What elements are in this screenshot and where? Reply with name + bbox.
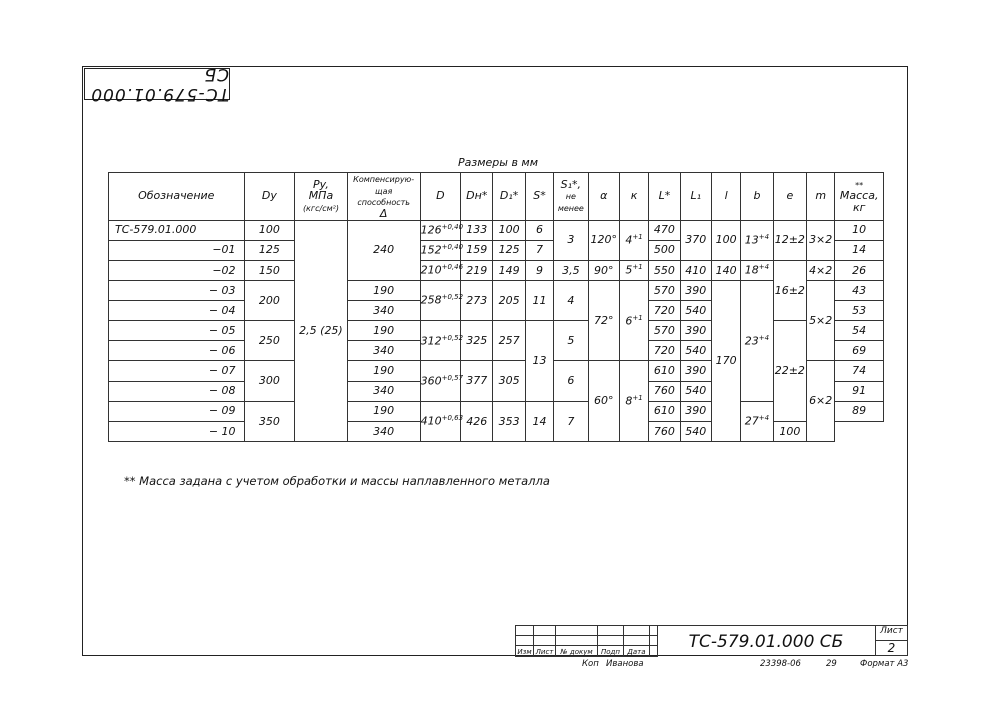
table-cell: 3,5 bbox=[554, 260, 588, 280]
header-row bbox=[109, 173, 884, 221]
table-cell: 133 bbox=[461, 220, 493, 240]
table-cell: 9 bbox=[525, 260, 553, 280]
table-cell: 149 bbox=[493, 260, 525, 280]
table-cell: 74 bbox=[835, 361, 884, 381]
table-cell: − 03 bbox=[109, 280, 245, 300]
table-cell: 3×2 bbox=[807, 220, 835, 260]
table-cell: $5^{+1}$ bbox=[619, 260, 648, 280]
header-alpha: α bbox=[588, 173, 619, 221]
header-mass: ** Масса, кг bbox=[835, 173, 884, 221]
table-cell: 89 bbox=[835, 401, 884, 421]
table-cell: 7 bbox=[554, 401, 588, 441]
dimensions-caption: Размеры в мм bbox=[458, 156, 539, 169]
table-cell: 7 bbox=[525, 240, 553, 260]
table-cell: 500 bbox=[649, 240, 680, 260]
table-cell: 54 bbox=[835, 321, 884, 341]
header-s: S* bbox=[525, 173, 553, 221]
mass-footnote: ** Масса задана с учетом обработки и массы наплавленного металла bbox=[124, 474, 550, 488]
table-cell: 760 bbox=[649, 421, 680, 441]
table-cell: − 07 bbox=[109, 361, 245, 381]
table-cell: 100 bbox=[773, 421, 806, 441]
table-cell: 140 bbox=[711, 260, 740, 280]
table-cell: 13 bbox=[525, 321, 553, 402]
header-d1: D₁* bbox=[493, 173, 525, 221]
table-cell: − 09 bbox=[109, 401, 245, 421]
table-cell: 610 bbox=[649, 401, 680, 421]
table-cell: 190 bbox=[347, 361, 420, 381]
table-cell: 159 bbox=[461, 240, 493, 260]
header-dy: Dy bbox=[244, 173, 295, 221]
table-cell: 410 bbox=[680, 260, 711, 280]
table-cell: 377 bbox=[461, 361, 493, 401]
table-cell: 570 bbox=[649, 321, 680, 341]
table-cell: $13^{+4}$ bbox=[741, 220, 773, 260]
table-cell: 43 bbox=[835, 280, 884, 300]
table-cell: 69 bbox=[835, 341, 884, 361]
table-cell: 60° bbox=[588, 361, 619, 442]
table-cell: 340 bbox=[347, 301, 420, 321]
table-cell: 150 bbox=[244, 260, 295, 280]
table-cell: 22±2 bbox=[773, 321, 806, 422]
header-L1: L₁ bbox=[680, 173, 711, 221]
table-cell: 325 bbox=[461, 321, 493, 361]
table-cell: 90° bbox=[588, 260, 619, 280]
table-cell: 72° bbox=[588, 280, 619, 361]
table-cell: 390 bbox=[680, 401, 711, 421]
table-cell: − 10 bbox=[109, 421, 245, 441]
table-cell: $27^{+4}$ bbox=[741, 401, 773, 441]
header-d: D bbox=[420, 173, 460, 221]
header-s1: S₁*, не менее bbox=[554, 173, 588, 221]
table-cell: 426 bbox=[461, 401, 493, 441]
table-cell: 125 bbox=[244, 240, 295, 260]
table-cell: 300 bbox=[244, 361, 295, 401]
header-k: к bbox=[619, 173, 648, 221]
table-cell: 6 bbox=[525, 220, 553, 240]
table-cell: 190 bbox=[347, 280, 420, 300]
title-block bbox=[515, 625, 908, 656]
table-cell: 370 bbox=[680, 220, 711, 260]
table-cell: 4 bbox=[554, 280, 588, 320]
table-cell: 219 bbox=[461, 260, 493, 280]
corner-stamp: ТС-579.01.000 СБ bbox=[84, 68, 230, 100]
table-cell: −01 bbox=[109, 240, 245, 260]
drawing-code: ТС-579.01.000 СБ bbox=[657, 625, 875, 657]
table-row bbox=[109, 220, 884, 240]
table-cell: 12±2 bbox=[773, 220, 806, 260]
table-cell: −02 bbox=[109, 260, 245, 280]
header-py: Py, МПа (кгс/см²) bbox=[295, 173, 348, 221]
table-cell: 2,5 (25) bbox=[295, 220, 348, 442]
table-cell: 14 bbox=[835, 240, 884, 260]
header-L: L* bbox=[649, 173, 680, 221]
table-cell: 6 bbox=[554, 361, 588, 401]
table-row bbox=[109, 280, 884, 300]
table-cell: 6×2 bbox=[807, 361, 835, 442]
table-cell: 100 bbox=[711, 220, 740, 260]
table-cell: 53 bbox=[835, 301, 884, 321]
table-cell: 720 bbox=[649, 301, 680, 321]
table-cell: 3 bbox=[554, 220, 588, 260]
copier-name: Иванова bbox=[606, 659, 644, 669]
table-cell: 125 bbox=[493, 240, 525, 260]
table-cell: $18^{+4}$ bbox=[741, 260, 773, 280]
table-cell: 340 bbox=[347, 421, 420, 441]
table-cell: − 04 bbox=[109, 301, 245, 321]
table-cell: $23^{+4}$ bbox=[741, 280, 773, 401]
table-cell: 190 bbox=[347, 401, 420, 421]
table-cell: 610 bbox=[649, 361, 680, 381]
table-cell: 4×2 bbox=[807, 260, 835, 280]
table-cell: 100 bbox=[493, 220, 525, 240]
dimensions-table bbox=[108, 172, 884, 442]
table-cell: $410^{+0,63}$ bbox=[420, 401, 460, 441]
table-cell: 540 bbox=[680, 381, 711, 401]
sheet-number-box: Лист 2 bbox=[875, 625, 908, 656]
table-cell: 5×2 bbox=[807, 280, 835, 361]
table-cell: 540 bbox=[680, 421, 711, 441]
table-cell: 120° bbox=[588, 220, 619, 260]
header-designation: Обозначение bbox=[109, 173, 245, 221]
table-cell: 273 bbox=[461, 280, 493, 320]
table-cell: $8^{+1}$ bbox=[619, 361, 648, 442]
table-cell: $210^{+0,46}$ bbox=[420, 260, 460, 280]
copied-label: Коп bbox=[582, 659, 599, 669]
table-cell: ТС-579.01.000 bbox=[109, 220, 245, 240]
table-cell: 340 bbox=[347, 341, 420, 361]
table-cell: 540 bbox=[680, 301, 711, 321]
table-cell: 5 bbox=[554, 321, 588, 361]
table-cell: − 06 bbox=[109, 341, 245, 361]
revision-table: Изм Лист № докум Подп Дата bbox=[515, 625, 658, 657]
header-m: m bbox=[807, 173, 835, 221]
table-cell: 760 bbox=[649, 381, 680, 401]
table-cell: $4^{+1}$ bbox=[619, 220, 648, 260]
table-cell: 720 bbox=[649, 341, 680, 361]
table-cell: 240 bbox=[347, 220, 420, 280]
table-cell: 170 bbox=[711, 280, 740, 441]
header-e: e bbox=[773, 173, 806, 221]
table-cell: 390 bbox=[680, 361, 711, 381]
table-cell: 353 bbox=[493, 401, 525, 441]
table-cell: 550 bbox=[649, 260, 680, 280]
table-cell: $312^{+0,52}$ bbox=[420, 321, 460, 361]
table-cell: 340 bbox=[347, 381, 420, 401]
header-dn: Dн* bbox=[461, 173, 493, 221]
table-cell: 100 bbox=[244, 220, 295, 240]
table-cell: $360^{+0,57}$ bbox=[420, 361, 460, 401]
table-row bbox=[109, 260, 884, 280]
table-cell: 390 bbox=[680, 280, 711, 300]
table-cell: $152^{+0,40}$ bbox=[420, 240, 460, 260]
table-cell: 91 bbox=[835, 381, 884, 401]
inventory-number: 23398-06 bbox=[760, 659, 801, 669]
table-cell: 390 bbox=[680, 321, 711, 341]
table-cell: 14 bbox=[525, 401, 553, 441]
table-cell: 257 bbox=[493, 321, 525, 361]
table-cell: $258^{+0,52}$ bbox=[420, 280, 460, 320]
table-cell: 250 bbox=[244, 321, 295, 361]
table-row bbox=[109, 401, 884, 421]
table-cell: 540 bbox=[680, 341, 711, 361]
archive-number: 29 bbox=[826, 659, 837, 669]
header-l: l bbox=[711, 173, 740, 221]
table-cell: − 08 bbox=[109, 381, 245, 401]
table-cell: − 05 bbox=[109, 321, 245, 341]
table-cell: 305 bbox=[493, 361, 525, 401]
table-cell: 200 bbox=[244, 280, 295, 320]
table-cell: $6^{+1}$ bbox=[619, 280, 648, 361]
table-cell: 16±2 bbox=[773, 260, 806, 320]
table-cell: 570 bbox=[649, 280, 680, 300]
table-cell: 10 bbox=[835, 220, 884, 240]
table-cell: 11 bbox=[525, 280, 553, 320]
table-cell: $126^{+0,40}$ bbox=[420, 220, 460, 240]
header-b: b bbox=[741, 173, 773, 221]
table-cell: 26 bbox=[835, 260, 884, 280]
table-cell: 350 bbox=[244, 401, 295, 441]
table-cell: 205 bbox=[493, 280, 525, 320]
table-cell: 470 bbox=[649, 220, 680, 240]
sheet-format: Формат А3 bbox=[860, 659, 909, 669]
header-compensation: Компенсирую- щая способность Δ bbox=[347, 173, 420, 221]
table-cell: 190 bbox=[347, 321, 420, 341]
